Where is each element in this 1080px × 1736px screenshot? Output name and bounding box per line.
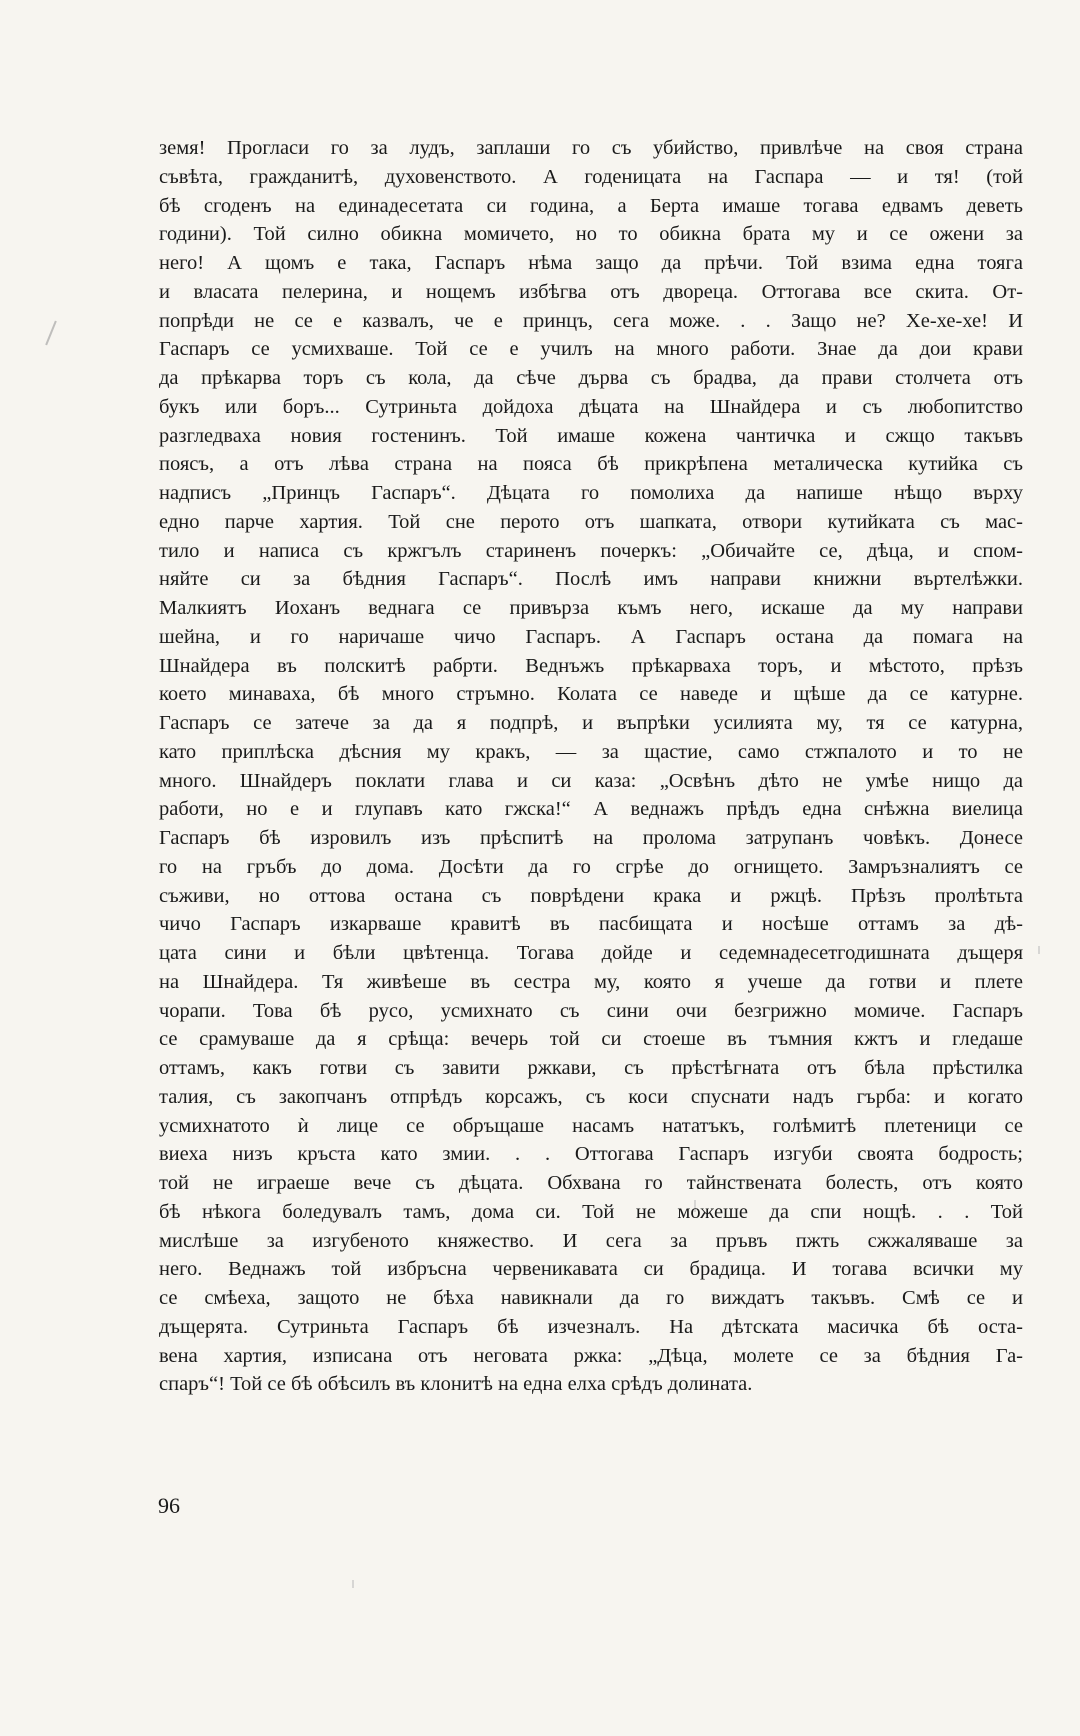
text-line: тило и написа съ кржгълъ стариненъ почеркъ: „Обичайте се, дѣца, и спом-: [159, 539, 1023, 562]
text-line: Гаспаръ бѣ изровилъ изъ прѣспитѣ на пролома затрупанъ човѣкъ. Донесе: [159, 827, 1023, 849]
text-line: талия, съ закопчанъ отпрѣдъ корсажъ, съ коси спуснати надъ гърба: и когато: [159, 1085, 1023, 1108]
text-line: цата сини и бѣли цвѣтенца. Тогава дойде и седемнадесетгодишната дъщеря: [159, 942, 1023, 964]
text-line: оттамъ, какъ готви съ завити ржкави, съ прѣстѣгната отъ бѣла прѣстилка: [159, 1057, 1023, 1079]
page-number: 96: [158, 1493, 180, 1518]
text-line: мислѣше за изгубеното княжество. И сега за пръвъ пжть сжжаляваше за: [159, 1229, 1023, 1252]
text-line: и власата пелерина, и нощемъ избѣгва отъ двореца. Оттогава все скита. От-: [159, 280, 1023, 303]
text-line: шейна, и го наричаше чичо Гаспаръ. А Гаспаръ остана да помага на: [159, 625, 1023, 648]
text-line: Шнайдера въ полскитѣ рабрти. Веднъжъ прѣкарваха торъ, и мѣстото, прѣзъ: [159, 654, 1023, 677]
text-line: надписъ „Принцъ Гаспаръ“. Дѣцата го помолиха да напише нѣщо върху: [159, 482, 1023, 504]
text-line: поясъ, а отъ лѣва страна на пояса бѣ прикрѣпена металическа кутийка съ: [159, 453, 1023, 476]
text-line: едно парче хартия. Той сне перото отъ шапката, отвори кутийката съ мас-: [159, 510, 1023, 533]
text-line: като приплѣска дѣсния му кракъ, — за щастие, само стжпалото и то не: [159, 740, 1023, 763]
text-line: работи, но е и глупавъ като гжска!“ А веднажъ прѣдъ една снѣжна виелица: [159, 798, 1023, 821]
margin-pencil-mark: [45, 321, 57, 346]
text-line: дъщерята. Сутриньта Гаспаръ бѣ изчезналъ. На дѣтската масичка бѣ оста-: [159, 1315, 1023, 1338]
text-line: усмихнатото ѝ лице се обръщаше насамъ нататъкъ, голѣмитѣ плетеници се: [159, 1114, 1023, 1137]
text-line: той не играеше вече съ дѣцата. Обхвана го тайнствената болесть, отъ която: [159, 1172, 1023, 1194]
text-line: го на гръбъ до дома. Досѣти да го сгрѣе до огнището. Замръзналиятъ се: [159, 855, 1023, 878]
text-line: съвѣта, гражданитѣ, духовенството. А годеницата на Гаспара — и тя! (той: [159, 165, 1023, 188]
text-line: съживи, но оттова остана съ поврѣдени крака и ржцѣ. Прѣзъ пролѣтьта: [159, 884, 1023, 907]
body-text: [159, 134, 1023, 1399]
scan-speck: [352, 1580, 354, 1588]
text-line: Гаспаръ се усмихваше. Той се е училъ на много работи. Знае да дои крави: [159, 338, 1023, 361]
text-line: букъ или боръ... Сутриньта дойдоха дѣцата на Шнайдера и съ любопитство: [159, 395, 1023, 418]
text-line: което минаваха, бѣ много стръмно. Колата се наведе и щѣше да се катурне.: [159, 683, 1023, 706]
text-line: виеха низъ кръста като змии. . . Оттогава Гаспаръ изгуби своята бодрость;: [159, 1143, 1023, 1166]
text-line: попрѣди не се е казвалъ, че е принцъ, сега може. . . Защо не? Хе-хе-хе! И: [159, 309, 1023, 332]
text-line: земя! Прогласи го за лудъ, заплаши го съ убийство, привлѣче на своя страна: [159, 137, 1023, 159]
scan-speck: [1038, 946, 1040, 954]
text-line: да прѣкарва торъ съ кола, да сѣче дърва съ брадва, да прави столчета отъ: [159, 367, 1023, 389]
text-line: се смѣеха, защото не бѣха навикнали да го виждатъ такъвъ. Смѣ се и: [159, 1287, 1023, 1309]
text-line: бѣ сгоденъ на единадесетата си година, а Берта имаше тогава едвамъ деветь: [159, 194, 1023, 217]
text-line: се срамуваше да я срѣща: вечерь той си стоеше въ тъмния кжтъ и гледаше: [159, 1028, 1023, 1051]
text-line: чичо Гаспаръ изкарваше кравитѣ въ пасбищата и носѣше оттамъ за дѣ-: [159, 913, 1023, 936]
text-line: бѣ нѣкога боледувалъ тамъ, дома си. Той не можеше да спи нощѣ. . . Той: [159, 1200, 1023, 1223]
text-line: години). Той силно обикна момичето, но то обикна брата му и се ожени за: [159, 223, 1023, 246]
text-line: разгледваха новия гостенинъ. Той имаше кожена чантичка и сжщо такъвъ: [159, 424, 1023, 447]
text-line: спаръ“! Той се бѣ обѣсилъ въ клонитѣ на една елха срѣдъ долината.: [159, 1373, 753, 1396]
text-line: чорапи. Това бѣ русо, усмихнато съ сини очи безгрижно момиче. Гаспаръ: [159, 999, 1023, 1022]
text-line: Гаспаръ се затече за да я подпрѣ, и въпрѣки усилията му, тя се катурна,: [159, 712, 1023, 734]
text-line: на Шнайдера. Тя живѣеше въ сестра му, която я учеше да готви и плете: [159, 970, 1023, 993]
text-line: него. Веднажъ той избръсна червеникавата си брадица. И тогава всички му: [159, 1258, 1023, 1281]
text-line: него! А щомъ е така, Гаспаръ нѣма защо да прѣчи. Той взима една тояга: [159, 252, 1023, 274]
text-line: вена хартия, изписана отъ неговата ржка: „Дѣца, молете се за бѣдния Га-: [159, 1344, 1023, 1367]
text-line: няйте си за бѣдния Гаспаръ“. Послѣ имъ направи книжни въртелѣжки.: [159, 568, 1023, 591]
text-line: много. Шнайдеръ поклати глава и си каза: „Освѣнъ дѣто не умѣе нищо да: [159, 769, 1023, 792]
text-line: Малкиятъ Иоханъ веднага се привърза къмъ него, искаше да му направи: [159, 597, 1023, 619]
